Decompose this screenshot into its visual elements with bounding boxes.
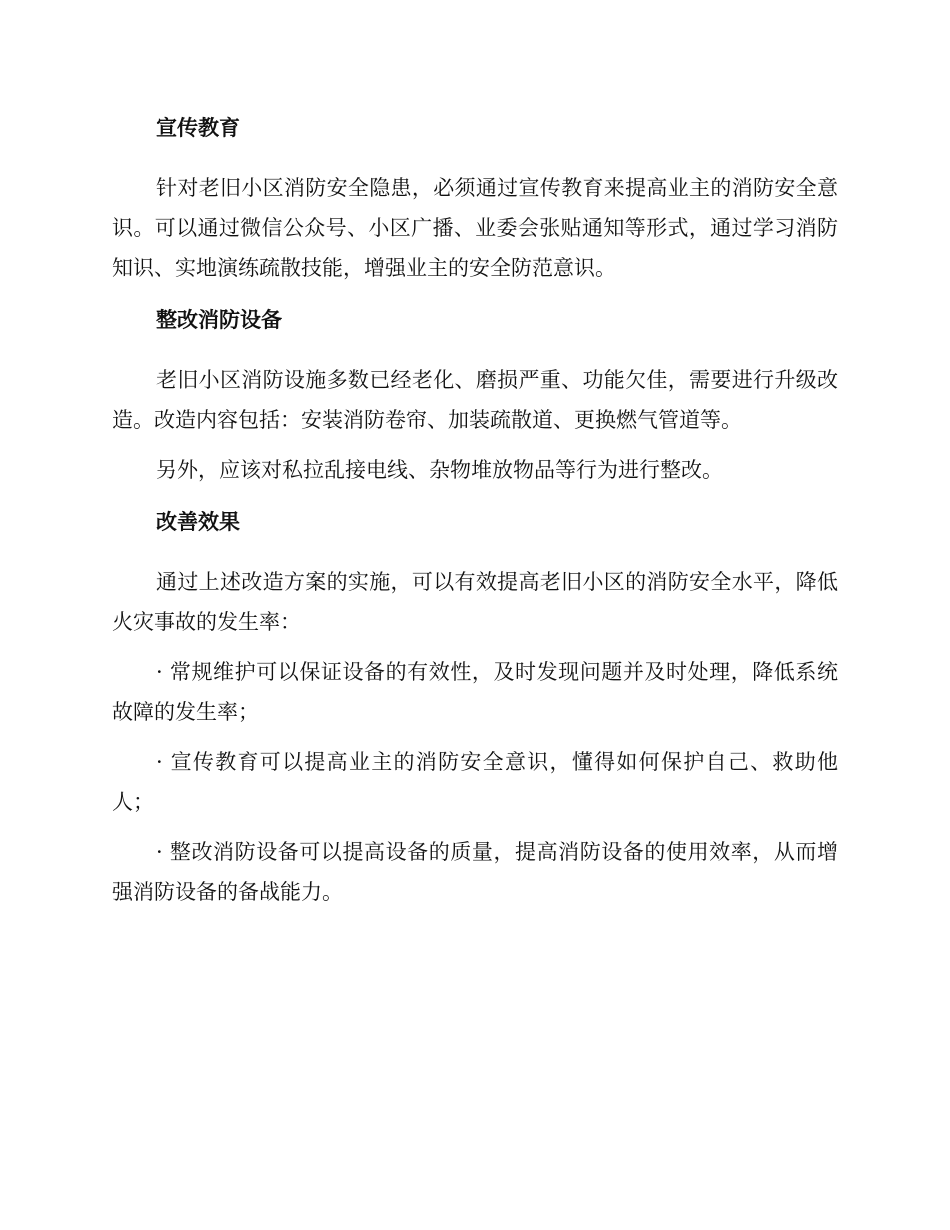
section-heading: 改善效果 — [156, 509, 240, 534]
section-heading: 宣传教育 — [156, 115, 240, 140]
body-paragraph: 老旧小区消防设施多数已经老化、磨损严重、功能欠佳，需要进行升级改造。改造内容包括：安装消防卷帘、加装疏散道、更换燃气管道等。 — [112, 368, 838, 432]
bullet-item: · 常规维护可以保证设备的有效性，及时发现问题并及时处理，降低系统故障的发生率； — [112, 660, 838, 724]
section-publicity-education — [112, 106, 838, 288]
section-improvement-effect — [112, 500, 838, 912]
bullet-item: · 宣传教育可以提高业主的消防安全意识，懂得如何保护自己、救助他人； — [112, 750, 838, 814]
body-paragraph: 另外，应该对私拉乱接电线、杂物堆放物品等行为进行整改。 — [156, 458, 723, 482]
body-paragraph: 通过上述改造方案的实施，可以有效提高老旧小区的消防安全水平，降低火灾事故的发生率： — [112, 570, 838, 634]
body-paragraph: 针对老旧小区消防安全隐患，必须通过宣传教育来提高业主的消防安全意识。可以通过微信公众号、小区广播、业委会张贴通知等形式，通过学习消防知识、实地演练疏散技能，增强业主的安全防范意识。 — [112, 176, 838, 280]
section-rectify-equipment — [112, 298, 838, 490]
section-heading: 整改消防设备 — [156, 307, 282, 332]
bullet-item: · 整改消防设备可以提高设备的质量，提高消防设备的使用效率，从而增强消防设备的备战能力。 — [112, 840, 838, 904]
